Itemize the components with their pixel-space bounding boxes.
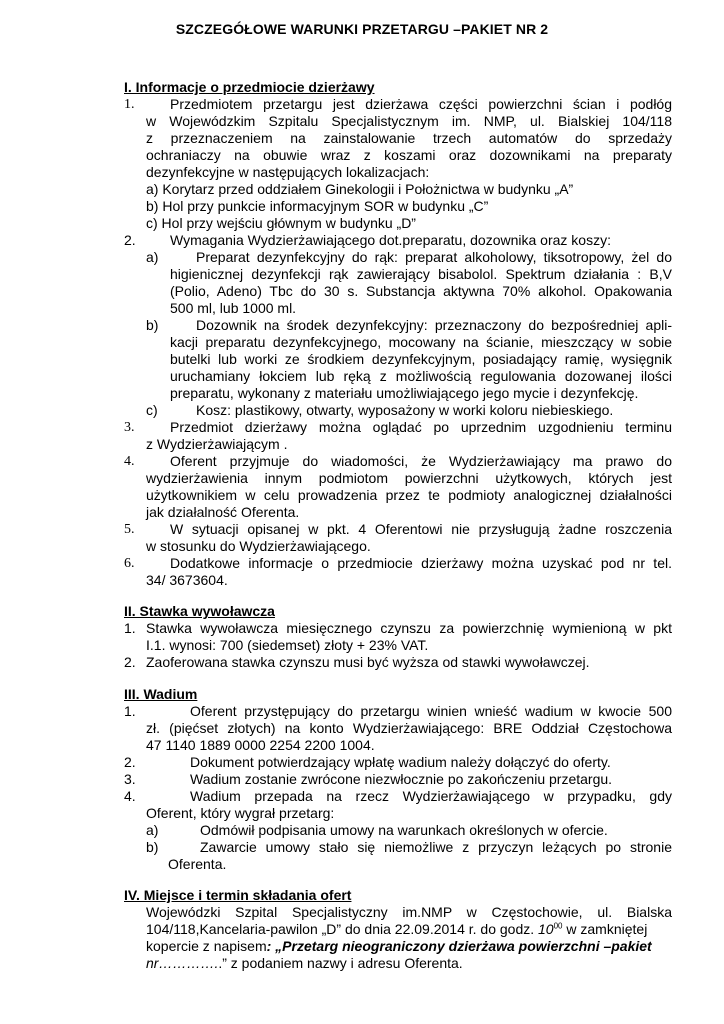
s3-item-3-line-1: Wadium zostanie zwrócone niezwłocznie po zakończeniu przetargu. bbox=[190, 771, 613, 787]
s3-item-3-number: 3. bbox=[124, 771, 136, 787]
s3-item-4b-line-2: Oferenta. bbox=[168, 856, 227, 872]
s3-item-1-number: 1. bbox=[124, 703, 136, 719]
s4-envelope-label: : „Przetarg nieograniczony dzierżawa powierzchni –pakiet bbox=[266, 938, 652, 954]
section-1-heading: I. Informacje o przedmiocie dzierżawy bbox=[124, 79, 375, 95]
s1-item-1-line-5: dezynfekcyjne w następujących lokalizacjach: bbox=[146, 164, 430, 180]
s1-location-b: b) Hol przy punkcie informacyjnym SOR w budynku „C” bbox=[146, 198, 489, 214]
s1-item-2c-line-1: Kosz: plastikowy, otwarty, wyposażony w worki koloru niebieskiego. bbox=[196, 402, 614, 418]
s3-item-4a-letter: a) bbox=[146, 822, 159, 838]
s1-item-4-line-1: Oferent przyjmuje do wiadomości, że Wydzierżawiający ma prawo do bbox=[170, 453, 672, 469]
s1-item-6-number: 6. bbox=[124, 556, 135, 571]
s4-line-2-text: 104/118,Kancelaria-pawilon „D” do dnia 22.09.2014 r. do godz. bbox=[146, 921, 539, 937]
s1-item-2b-line-5: preparatu, wykonany z materiału umożliwiającego jego mycie i dezynfekcję. bbox=[170, 385, 639, 401]
s1-item-2a-letter: a) bbox=[146, 249, 159, 265]
section-4-heading: IV. Miejsce i termin składania ofert bbox=[124, 887, 352, 903]
s4-line-3-text: kopercie z napisem bbox=[146, 938, 267, 954]
s3-item-4-number: 4. bbox=[124, 788, 136, 804]
s3-item-1-line-3: 47 1140 1889 0000 2254 2200 1004. bbox=[146, 737, 375, 753]
s1-item-2c-letter: c) bbox=[146, 402, 158, 418]
document-title: SZCZEGÓŁOWE WARUNKI PRZETARGU –PAKIET NR 2 bbox=[175, 21, 549, 37]
s1-item-1-line-1: Przedmiotem przetargu jest dzierżawa części powierzchni ścian i podłóg bbox=[170, 96, 672, 112]
s1-item-4-line-2: wydzierżawienia innym podmiotom powierzchni użytkowych, których jest bbox=[146, 470, 672, 486]
s3-item-1-line-1: Oferent przystępujący do przetargu winien wnieść wadium w kwocie 500 bbox=[190, 703, 672, 719]
s4-line-2-end: w zamkniętej bbox=[562, 921, 648, 937]
s1-item-1-line-2: w Wojewódzkim Szpitalu Specjalistycznym im. NMP, ul. Bialskiej 104/118 bbox=[146, 113, 672, 129]
s4-line-4-text: .” z podaniem nazwy i adresu Oferenta. bbox=[218, 955, 463, 971]
section-2-heading: II. Stawka wywoławcza bbox=[124, 603, 275, 619]
s1-item-4-line-3: użytkownikiem w celu prowadzenia przez te podmioty analogicznej działalności bbox=[146, 487, 672, 503]
s1-item-2b-letter: b) bbox=[146, 317, 159, 333]
s1-location-c: c) Hol przy wejściu głównym w budynku „D” bbox=[146, 215, 416, 231]
s1-item-1-line-3: z przeznaczeniem na zainstalowanie trzech automatów do sprzedaży bbox=[146, 130, 672, 146]
s3-item-1-line-2: zł. (pięćset złotych) na konto Wydzierżawiającego: BRE Oddział Częstochowa bbox=[146, 720, 672, 736]
s2-item-1-number: 1. bbox=[124, 620, 136, 636]
s1-item-2a-line-3: (Polio, Adeno) Tbc do 30 s. Substancja aktywna 70% alkohol. Opakowania bbox=[170, 283, 672, 299]
s1-item-2b-line-2: kacji preparatu dezynfekcyjnego, mocowany na ścianie, mieszczący w sobie bbox=[170, 334, 672, 350]
s2-item-2-line-1: Zaoferowana stawka czynszu musi być wyższa od stawki wywoławczej. bbox=[146, 654, 590, 670]
s1-item-3-number: 3. bbox=[124, 420, 135, 435]
s1-item-2a-line-4: 500 ml, lub 1000 ml. bbox=[170, 300, 297, 316]
s1-item-2-number: 2. bbox=[124, 232, 136, 248]
s1-item-1-line-4: ochraniaczy na obuwie wraz z koszami oraz dozownikami na preparaty bbox=[146, 147, 672, 163]
s4-line-2 bbox=[146, 921, 647, 938]
s2-item-1-line-1: Stawka wywoławcza miesięcznego czynszu za powierzchnię wymienioną w pkt bbox=[146, 620, 672, 636]
s3-item-4a-line-1: Odmówił podpisania umowy na warunkach określonych w ofercie. bbox=[200, 822, 608, 838]
s1-item-5-line-2: w stosunku do Wydzierżawiającego. bbox=[146, 538, 371, 554]
s3-item-2-number: 2. bbox=[124, 754, 136, 770]
s1-item-2a-line-1: Preparat dezynfekcyjny do rąk: preparat alkoholowy, tiksotropowy, żel do bbox=[196, 249, 672, 265]
s4-line-4 bbox=[146, 955, 463, 972]
s3-item-4-line-1: Wadium przepada na rzecz Wydzierżawiającego w przypadku, gdy bbox=[190, 788, 672, 804]
s1-item-2b-line-1: Dozownik na środek dezynfekcyjny: przeznaczony do bezpośredniej apli- bbox=[196, 317, 672, 333]
s1-item-1-number: 1. bbox=[124, 97, 135, 112]
s3-item-4b-letter: b) bbox=[146, 839, 159, 855]
s4-deadline-minutes: 00 bbox=[553, 921, 563, 931]
s1-item-4-line-4: jak działalność Oferenta. bbox=[146, 504, 300, 520]
s1-item-2-line-1: Wymagania Wydzierżawiającego dot.preparatu, dozownika oraz koszy: bbox=[170, 232, 611, 248]
s1-item-3-line-1: Przedmiot dzierżawy można oglądać po uprzednim uzgodnieniu terminu bbox=[170, 419, 672, 435]
s1-item-6-line-1: Dodatkowe informacje o przedmiocie dzierżawy można uzyskać pod nr tel. bbox=[170, 555, 672, 571]
s4-line-3 bbox=[146, 938, 652, 955]
s3-item-4-line-2: Oferent, który wygrał przetarg: bbox=[146, 805, 335, 821]
s2-item-1-line-2: I.1. wynosi: 700 (siedemset) złoty + 23% VAT. bbox=[146, 637, 429, 653]
s3-item-4b-line-1: Zawarcie umowy stało się niemożliwe z przyczyn leżących po stronie bbox=[200, 839, 672, 855]
s1-location-a: a) Korytarz przed oddziałem Ginekologii i Położnictwa w budynku „A” bbox=[146, 181, 574, 197]
s2-item-2-number: 2. bbox=[124, 654, 136, 670]
s3-item-2-line-1: Dokument potwierdzający wpłatę wadium należy dołączyć do oferty. bbox=[190, 754, 611, 770]
s1-item-3-line-2: z Wydzierżawiającym . bbox=[146, 436, 288, 452]
s1-item-6-line-2: 34/ 3673604. bbox=[146, 572, 228, 588]
s1-item-2a-line-2: higienicznej dezynfekcji rąk zawierający bisabolol. Spektrum działania : B,V bbox=[170, 266, 672, 282]
s4-line-1: Wojewódzki Szpital Specjalistyczny im.NMP w Częstochowie, ul. Bialska bbox=[146, 904, 672, 920]
s1-item-4-number: 4. bbox=[124, 454, 135, 469]
s1-item-2b-line-4: uruchamiany łokciem lub ręką z możliwością regulowania dozowanej ilości bbox=[170, 368, 672, 384]
s4-envelope-label-end: nr…………. bbox=[146, 955, 219, 971]
s1-item-5-number: 5. bbox=[124, 522, 135, 537]
s4-deadline-time: 10 bbox=[538, 921, 554, 937]
s1-item-2b-line-3: butelki lub worki ze środkiem dezynfekcyjnym, posiadający ramię, wysięgnik bbox=[170, 351, 672, 367]
section-3-heading: III. Wadium bbox=[124, 686, 198, 702]
s1-item-5-line-1: W sytuacji opisanej w pkt. 4 Oferentowi nie przysługują żadne roszczenia bbox=[170, 521, 672, 537]
